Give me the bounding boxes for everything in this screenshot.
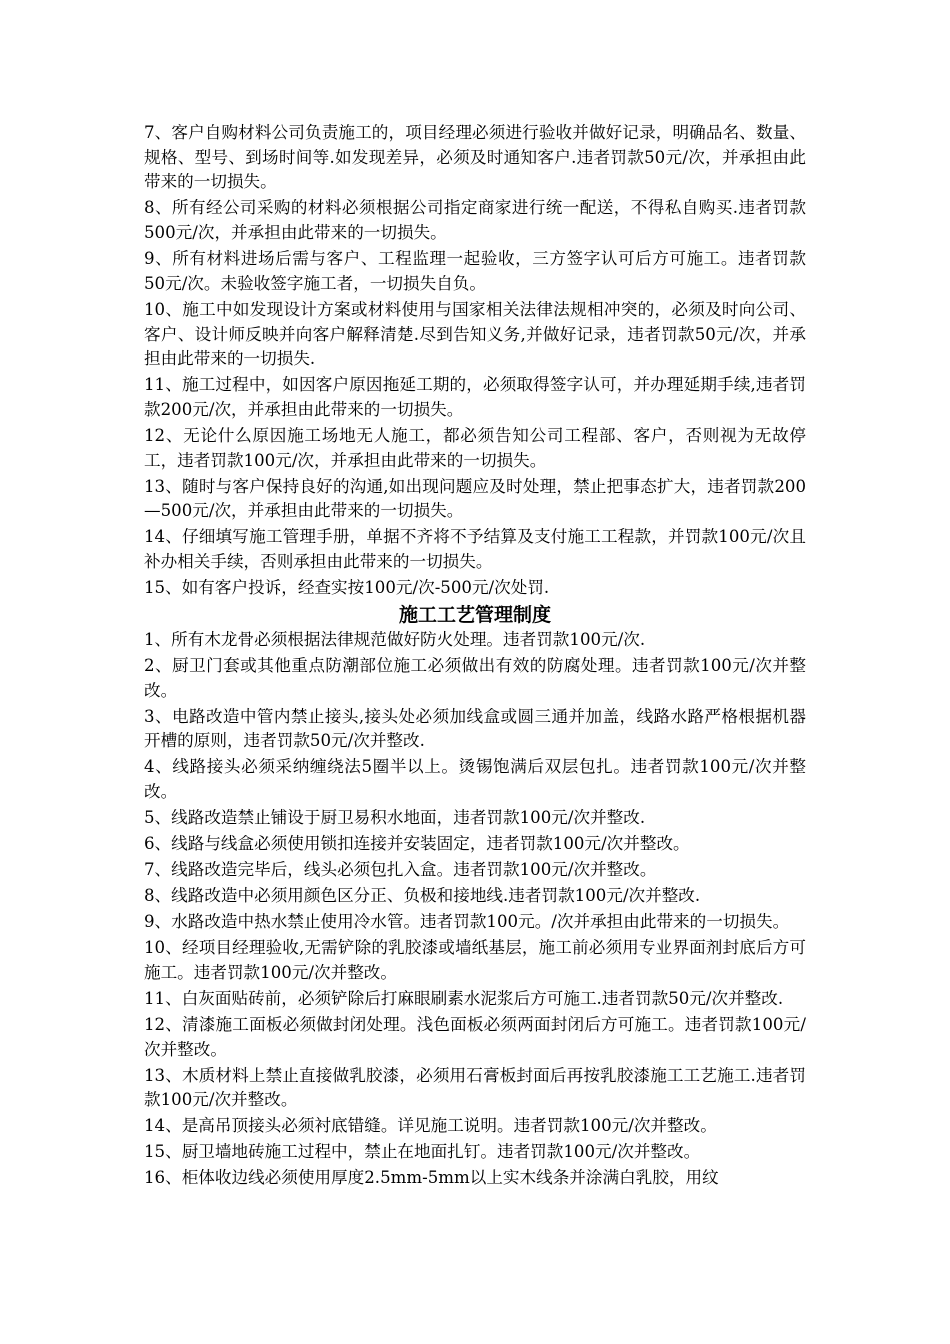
process-item-16: 16、柜体收边线必须使用厚度2.5mm-5mm以上实木线条并涂满白乳胶，用纹: [144, 1168, 719, 1188]
process-item-2: 2、厨卫门套或其他重点防潮部位施工必须做出有效的防腐处理。违者罚款100元/次并整改。: [144, 656, 806, 700]
process-item-3: 3、电路改造中管内禁止接头,接头处必须加线盒或圆三通并加盖，线路水路严格根据机器开槽的原则，违者罚款50元/次并整改.: [144, 706, 806, 751]
process-item-11: 11、白灰面贴砖前，必须铲除后打麻眼刷素水泥浆后方可施工.违者罚款50元/次并整改.: [144, 988, 784, 1008]
rule-item-11: 11、施工过程中，如因客户原因拖延工期的，必须取得签字认可，并办理延期手续,违者罚款200元/次，并承担由此带来的一切损失。: [144, 375, 806, 419]
process-item-8: 8、线路改造中必须用颜色区分正、负极和接地线.违者罚款100元/次并整改.: [144, 886, 701, 906]
rule-item-13: 13、随时与客户保持良好的沟通,如出现问题应及时处理，禁止把事态扩大，违者罚款200—500元/次，并承担由此带来的一切损失。: [144, 476, 806, 521]
process-item-13: 13、木质材料上禁止直接做乳胶漆，必须用石膏板封面后再按乳胶漆施工工艺施工.违者罚款100元/次并整改。: [144, 1065, 806, 1110]
rule-item-8: 8、所有经公司采购的材料必须根据公司指定商家进行统一配送，不得私自购买.违者罚款500元/次，并承担由此带来的一切损失。: [144, 198, 806, 243]
document-page: [144, 121, 806, 1192]
process-item-7: 7、线路改造完毕后，线头必须包扎入盒。违者罚款100元/次并整改。: [144, 860, 657, 880]
process-item-6: 6、线路与线盒必须使用锁扣连接并安装固定，违者罚款100元/次并整改。: [144, 834, 690, 854]
section-rules-continued: [144, 121, 806, 601]
process-item-12: 12、清漆施工面板必须做封闭处理。浅色面板必须两面封闭后方可施工。违者罚款100元/次并整改。: [144, 1014, 806, 1059]
rule-item-12: 12、无论什么原因施工场地无人施工，都必须告知公司工程部、客户，否则视为无故停工，违者罚款100元/次，并承担由此带来的一切损失。: [144, 425, 806, 470]
process-item-14: 14、是高吊顶接头必须衬底错缝。详见施工说明。违者罚款100元/次并整改。: [144, 1116, 717, 1136]
rule-item-7: 7、客户自购材料公司负责施工的，项目经理必须进行验收并做好记录，明确品名、数量、规格、型号、到场时间等.如发现差异，必须及时通知客户.违者罚款50元/次，并承担由此带来的一切损失。: [144, 123, 806, 192]
rule-item-15: 15、如有客户投诉，经查实按100元/次-500元/次处罚.: [144, 578, 550, 598]
process-item-9: 9、水路改造中热水禁止使用冷水管。违者罚款100元。/次并承担由此带来的一切损失。: [144, 912, 790, 932]
process-item-1: 1、所有木龙骨必须根据法律规范做好防火处理。违者罚款100元/次.: [144, 630, 646, 650]
rule-item-14: 14、仔细填写施工管理手册，单据不齐将不予结算及支付施工工程款，并罚款100元/次且补办相关手续，否则承担由此带来的一切损失。: [144, 527, 806, 572]
section-title-process-management: 施工工艺管理制度: [398, 604, 551, 627]
section-process-rules: [144, 628, 806, 1191]
process-item-4: 4、线路接头必须采纳缠绕法5圈半以上。烫锡饱满后双层包扎。违者罚款100元/次并整改。: [144, 757, 806, 802]
process-item-5: 5、线路改造禁止铺设于厨卫易积水地面，违者罚款100元/次并整改.: [144, 808, 646, 828]
rule-item-10: 10、施工中如发现设计方案或材料使用与国家相关法律法规相冲突的，必须及时向公司、客户、设计师反映并向客户解释清楚.尽到告知义务,并做好记录，违者罚款50元/次，并承担由此带来的一切损失.: [144, 299, 806, 369]
rule-item-9: 9、所有材料进场后需与客户、工程监理一起验收，三方签字认可后方可施工。违者罚款50元/次。未验收签字施工者，一切损失自负。: [144, 249, 806, 293]
process-item-10: 10、经项目经理验收,无需铲除的乳胶漆或墙纸基层，施工前必须用专业界面剂封底后方可施工。违者罚款100元/次并整改。: [144, 938, 806, 982]
process-item-15: 15、厨卫墙地砖施工过程中，禁止在地面扎钉。违者罚款100元/次并整改。: [144, 1142, 701, 1162]
